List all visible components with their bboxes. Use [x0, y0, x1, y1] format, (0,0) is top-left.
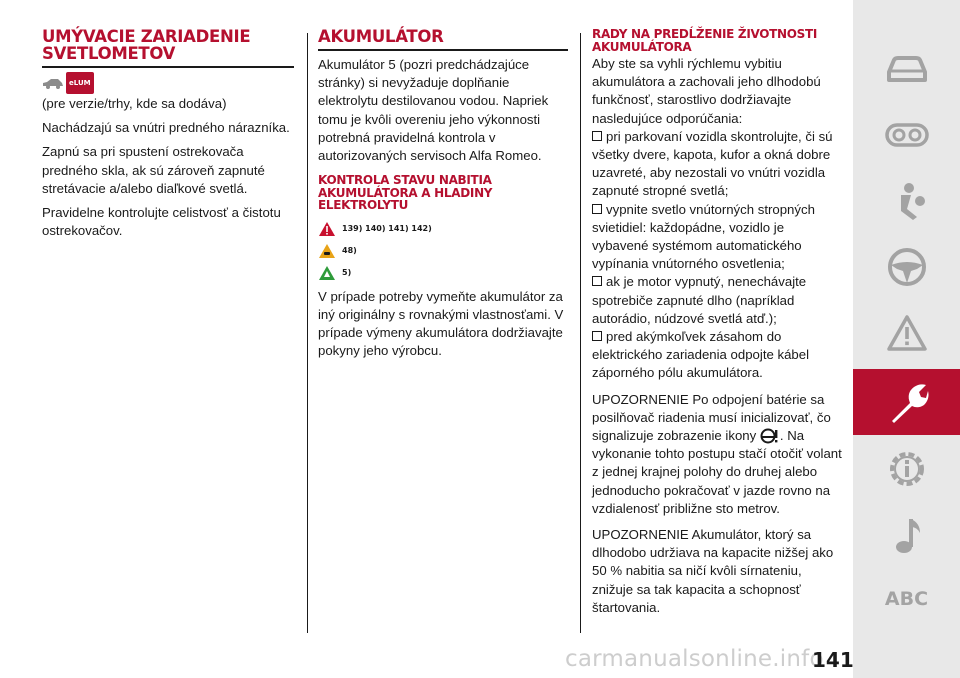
paragraph-availability: (pre verzie/trhy, kde sa dodáva) — [42, 96, 227, 111]
warning-red-refs: 139) 140) 141) 142) — [342, 223, 432, 233]
warning-amber-refs: 48) — [342, 245, 357, 255]
tip-item — [592, 328, 842, 383]
chapter-emergency[interactable] — [853, 300, 960, 366]
car-icon — [885, 54, 929, 84]
warning-references — [318, 218, 568, 284]
music-note-icon — [890, 515, 924, 555]
chapter-safety[interactable] — [853, 168, 960, 234]
chapter-car[interactable] — [853, 36, 960, 102]
tip-text: ak je motor vypnutý, nenechávajte spotrebiče zapnuté dlho (napríklad autorádio, núdzové svetlá atď.); — [592, 274, 807, 326]
note-sulfation: UPOZORNENIE Akumulátor, ktorý sa dlhodobo udržiava na kapacite nižšej ako 50 % nabitia sa ničí kvôli sírnateniu, znižuje sa tak kapacita a schopnosť štartovania. — [592, 527, 834, 615]
column-battery — [318, 28, 568, 367]
checkbox-bullet-icon — [592, 204, 602, 214]
chapter-instruments[interactable] — [853, 102, 960, 168]
gear-info-icon — [885, 447, 929, 491]
note-power-steering — [592, 391, 842, 518]
chapter-maintenance[interactable] — [853, 369, 960, 435]
column-headlamp-washers — [42, 28, 294, 246]
caution-triangle-icon — [318, 243, 336, 259]
tip-text: vypnite svetlo vnútorných stropných svietidiel: každopádne, vozidlo je vybavené systémom automatického vypínania vnútorného osvetlenia; — [592, 201, 815, 272]
section-heading-battery: AKUMULÁTOR — [318, 28, 568, 51]
chapter-index[interactable] — [853, 566, 960, 632]
abc-index-label: ABC — [884, 588, 929, 610]
paragraph-maintenance: Pravidelne kontrolujte celistvosť a čistotu ostrekovačov. — [42, 205, 281, 239]
warning-triangle-icon — [886, 314, 928, 352]
tip-text: pri parkovaní vozidla skontrolujte, či sú všetky dvere, kapota, kufor a okná dobre uzavreté, aby nezostali vo vnútri vozidla zapnuté stropné svetlá; — [592, 128, 833, 199]
warning-row-green — [318, 262, 568, 284]
note-text: UPOZORNENIE Po odpojení batérie sa posilňovač riadenia musí inicializovať, čo signalizuje zobrazenie ikony — [592, 391, 831, 444]
paragraph-replacement: V prípade potreby vymeňte akumulátor za iný originálny s rovnakými vlastnosťami. V prípade výmeny akumulátora dodržiavajte pokyny jeho výrobcu. — [318, 288, 564, 359]
option-icons — [42, 74, 294, 92]
wrench-icon — [884, 379, 930, 425]
tip-item — [592, 273, 842, 328]
column-divider — [580, 33, 581, 633]
environment-triangle-icon — [318, 265, 336, 281]
dashboard-icon — [885, 122, 929, 148]
warning-green-refs: 5) — [342, 267, 352, 277]
checkbox-bullet-icon — [592, 331, 602, 341]
subheading-battery-life: RADY NA PREDĹŽENIE ŽIVOTNOSTI AKUMULÁTORA — [592, 27, 818, 54]
paragraph-location: Nachádzajú sa vnútri predného nárazníka. — [42, 120, 290, 136]
car-side-icon — [42, 77, 64, 89]
paragraph-tips-intro: Aby ste sa vyhli rýchlemu vybitiu akumulátora a zachovali jeho dlhodobú funkčnosť, starostlivo dodržiavajte nasledujúce odporúčania: — [592, 56, 821, 126]
checkbox-bullet-icon — [592, 131, 602, 141]
checkbox-bullet-icon — [592, 276, 602, 286]
note-text: . Na vykonanie tohto postupu stačí otočiť volant z jednej krajnej polohy do druhej alebo jednoducho pokračovať v jazde rovno na vzdialenosť približne sto metrov. — [592, 428, 842, 516]
tip-item — [592, 128, 842, 201]
column-divider — [307, 33, 308, 633]
tip-text: pred akýmkoľvek zásahom do elektrického zariadenia odpojte kábel záporného pólu akumulátora. — [592, 329, 810, 381]
tip-item — [592, 201, 842, 274]
power-steering-warning-icon — [760, 428, 780, 444]
danger-triangle-icon — [318, 221, 336, 237]
chapter-technical-data[interactable] — [853, 436, 960, 502]
page-number: 141 — [812, 648, 854, 672]
steering-wheel-icon — [887, 247, 927, 287]
chapter-driving[interactable] — [853, 234, 960, 300]
column-battery-life-tips — [592, 28, 842, 623]
elum-badge: eLUM — [66, 72, 94, 94]
warning-row-red — [318, 218, 568, 240]
watermark: carmanualsonline.info — [565, 646, 824, 672]
chapter-multimedia[interactable] — [853, 502, 960, 568]
airbag-seat-icon — [887, 181, 927, 221]
chapter-sidebar — [853, 0, 960, 678]
paragraph-activation: Zapnú sa pri spustení ostrekovača predného skla, ak sú zároveň zapnuté stretávacie a/alebo diaľkové svetlá. — [42, 144, 265, 196]
paragraph-battery-intro: Akumulátor 5 (pozri predchádzajúce stránky) si nevyžaduje doplňanie elektrolytu destilovanou vodou. Napriek tomu je kvôli overeniu jeho výkonnosti potrebná pravidelná kontrola v autorizovaných servisoch Alfa Romeo. — [318, 57, 549, 164]
warning-row-amber — [318, 240, 568, 262]
subheading-charge-check: KONTROLA STAVU NABITIA AKUMULÁTORA A HLADINY ELEKTROLYTU — [318, 173, 493, 213]
section-heading-headlamp-washers: UMÝVACIE ZARIADENIE SVETLOMETOV — [42, 28, 294, 68]
